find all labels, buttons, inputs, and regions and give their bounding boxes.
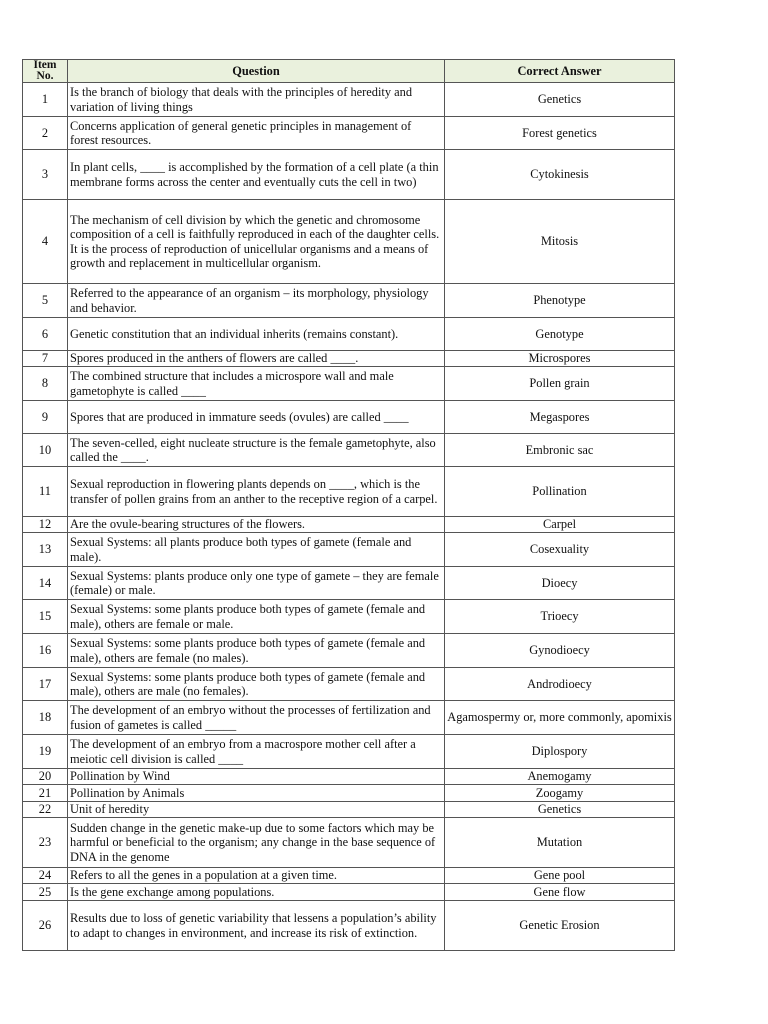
table-row: [23, 802, 675, 818]
table-header-row: [23, 60, 675, 83]
correct-answer: Genetic Erosion: [445, 901, 675, 951]
correct-answer: Genetics: [445, 83, 675, 117]
item-number: 8: [23, 367, 68, 401]
question-text: Concerns application of general genetic principles in management of forest resources.: [68, 117, 445, 150]
table-row: [23, 351, 675, 367]
correct-answer: Pollination: [445, 467, 675, 517]
correct-answer: Embronic sac: [445, 434, 675, 467]
item-number: 3: [23, 150, 68, 200]
correct-answer: Mutation: [445, 818, 675, 868]
item-number: 7: [23, 351, 68, 367]
item-number: 1: [23, 83, 68, 117]
question-text: Spores that are produced in immature seeds (ovules) are called ____: [68, 401, 445, 434]
correct-answer: Agamospermy or, more commonly, apomixis: [445, 701, 675, 735]
item-number: 16: [23, 634, 68, 668]
table-row: [23, 769, 675, 785]
question-text: Is the branch of biology that deals with the principles of heredity and variation of living things: [68, 83, 445, 117]
question-text: Refers to all the genes in a population at a given time.: [68, 868, 445, 884]
item-number: 12: [23, 517, 68, 533]
table-row: [23, 117, 675, 150]
question-text: The combined structure that includes a microspore wall and male gametophyte is called ____: [68, 367, 445, 401]
table-row: [23, 467, 675, 517]
correct-answer: Pollen grain: [445, 367, 675, 401]
item-number: 23: [23, 818, 68, 868]
question-text: Sexual Systems: some plants produce both types of gamete (female and male), others are female or male.: [68, 600, 445, 634]
correct-answer: Genotype: [445, 318, 675, 351]
question-text: Pollination by Animals: [68, 785, 445, 802]
table-row: [23, 401, 675, 434]
item-number: 5: [23, 284, 68, 318]
table-row: [23, 668, 675, 701]
table-row: [23, 884, 675, 901]
item-number: 21: [23, 785, 68, 802]
item-number: 11: [23, 467, 68, 517]
item-number: 18: [23, 701, 68, 735]
qa-table: [22, 59, 675, 951]
question-text: Referred to the appearance of an organism – its morphology, physiology and behavior.: [68, 284, 445, 318]
correct-answer: Gynodioecy: [445, 634, 675, 668]
item-number: 25: [23, 884, 68, 901]
table-row: [23, 735, 675, 769]
question-text: Unit of heredity: [68, 802, 445, 818]
correct-answer: Anemogamy: [445, 769, 675, 785]
question-text: Genetic constitution that an individual inherits (remains constant).: [68, 318, 445, 351]
correct-answer: Androdioecy: [445, 668, 675, 701]
correct-answer: Dioecy: [445, 567, 675, 600]
question-text: Sexual Systems: all plants produce both types of gamete (female and male).: [68, 533, 445, 567]
correct-answer: Carpel: [445, 517, 675, 533]
correct-answer: Diplospory: [445, 735, 675, 769]
table-row: [23, 818, 675, 868]
item-no-header: Item No.: [23, 60, 68, 83]
answer-header: Correct Answer: [445, 60, 675, 83]
question-text: Sexual Systems: plants produce only one type of gamete – they are female (female) or male.: [68, 567, 445, 600]
item-number: 4: [23, 200, 68, 284]
question-text: Sexual Systems: some plants produce both types of gamete (female and male), others are female (no males).: [68, 634, 445, 668]
table-row: [23, 284, 675, 318]
table-body: [23, 83, 675, 951]
question-text: Sexual Systems: some plants produce both types of gamete (female and male), others are male (no females).: [68, 668, 445, 701]
item-number: 9: [23, 401, 68, 434]
correct-answer: Megaspores: [445, 401, 675, 434]
correct-answer: Cosexuality: [445, 533, 675, 567]
table-row: [23, 367, 675, 401]
table-row: [23, 701, 675, 735]
question-text: The mechanism of cell division by which the genetic and chromosome composition of a cell is faithfully reproduced in each of the daughter cells. It is the process of reproduction of unicellular organisms and a means of growth and replacement in multicellular organism.: [68, 200, 445, 284]
item-number: 22: [23, 802, 68, 818]
item-number: 15: [23, 600, 68, 634]
item-number: 2: [23, 117, 68, 150]
table-row: [23, 150, 675, 200]
item-number: 26: [23, 901, 68, 951]
correct-answer: Mitosis: [445, 200, 675, 284]
table-row: [23, 634, 675, 668]
item-number: 13: [23, 533, 68, 567]
correct-answer: Phenotype: [445, 284, 675, 318]
question-text: Is the gene exchange among populations.: [68, 884, 445, 901]
table-row: [23, 868, 675, 884]
question-header: Question: [68, 60, 445, 83]
table-row: [23, 318, 675, 351]
table-row: [23, 567, 675, 600]
question-text: Pollination by Wind: [68, 769, 445, 785]
table-row: [23, 517, 675, 533]
table-row: [23, 901, 675, 951]
item-number: 20: [23, 769, 68, 785]
question-text: Sexual reproduction in flowering plants depends on ____, which is the transfer of pollen grains from an anther to the receptive region of a carpel.: [68, 467, 445, 517]
correct-answer: Gene pool: [445, 868, 675, 884]
correct-answer: Genetics: [445, 802, 675, 818]
question-text: Spores produced in the anthers of flowers are called ____.: [68, 351, 445, 367]
question-text: Are the ovule-bearing structures of the flowers.: [68, 517, 445, 533]
correct-answer: Trioecy: [445, 600, 675, 634]
question-text: The seven-celled, eight nucleate structure is the female gametophyte, also called the ____.: [68, 434, 445, 467]
table-row: [23, 200, 675, 284]
question-text: Sudden change in the genetic make-up due to some factors which may be harmful or beneficial to the organism; any change in the base sequence of DNA in the genome: [68, 818, 445, 868]
table-row: [23, 83, 675, 117]
question-text: Results due to loss of genetic variability that lessens a population’s ability to adapt to changes in environment, and increase its risk of extinction.: [68, 901, 445, 951]
item-number: 10: [23, 434, 68, 467]
correct-answer: Forest genetics: [445, 117, 675, 150]
correct-answer: Cytokinesis: [445, 150, 675, 200]
table-row: [23, 434, 675, 467]
question-text: The development of an embryo from a macrospore mother cell after a meiotic cell division is called ____: [68, 735, 445, 769]
item-number: 24: [23, 868, 68, 884]
question-text: In plant cells, ____ is accomplished by the formation of a cell plate (a thin membrane forms across the center and eventually cuts the cell in two): [68, 150, 445, 200]
correct-answer: Gene flow: [445, 884, 675, 901]
item-number: 14: [23, 567, 68, 600]
item-number: 19: [23, 735, 68, 769]
item-number: 17: [23, 668, 68, 701]
item-number: 6: [23, 318, 68, 351]
correct-answer: Microspores: [445, 351, 675, 367]
table-row: [23, 785, 675, 802]
table-row: [23, 600, 675, 634]
question-text: The development of an embryo without the processes of fertilization and fusion of gametes is called _____: [68, 701, 445, 735]
table-row: [23, 533, 675, 567]
correct-answer: Zoogamy: [445, 785, 675, 802]
